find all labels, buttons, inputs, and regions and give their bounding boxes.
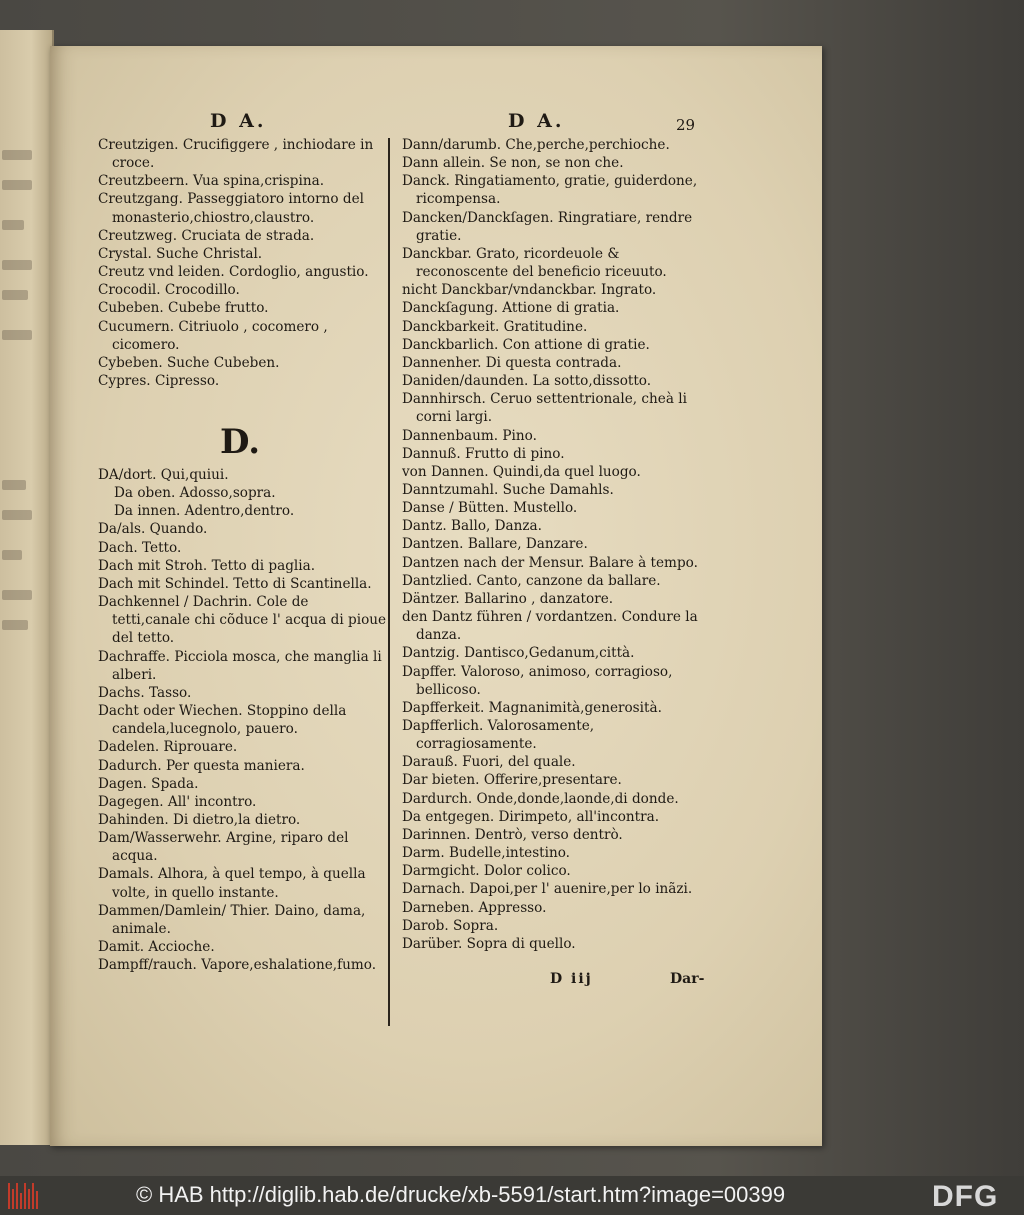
dictionary-entry: Danckbarlich. Con attione di gratie. (402, 336, 650, 353)
dictionary-entry: Darob. Sopra. (402, 917, 499, 934)
dictionary-entry: Cybeben. Suche Cubeben. (98, 354, 280, 371)
dictionary-entry: Dachraffe. Picciola mosca, che manglia li alberi. (98, 648, 382, 683)
right-column (402, 136, 700, 953)
dictionary-entry: Danse / Bütten. Mustello. (402, 500, 578, 517)
dictionary-entry: Dam/Wasserwehr. Argine, riparo del acqua. (98, 830, 349, 865)
dictionary-entry: Darauß. Fuori, del quale. (402, 754, 576, 771)
dictionary-entry: Dachs. Tasso. (98, 684, 192, 701)
dictionary-entry: Dahinden. Di dietro,la dietro. (98, 811, 301, 828)
dictionary-entry: Crystal. Suche Christal. (98, 245, 263, 262)
dictionary-entry: Darinnen. Dentrò, verso dentrò. (402, 826, 623, 843)
dictionary-entry: Dancken/Danckſagen. Ringratiare, rendre gratie. (402, 209, 693, 244)
dictionary-entry: Dantzen. Ballare, Danzare. (402, 536, 588, 553)
dictionary-entry: Dann allein. Se non, se non che. (402, 155, 624, 172)
dictionary-entry: Dampff/rauch. Vapore,eshalatione,fumo. (98, 957, 377, 974)
dictionary-entry: Cucumern. Citriuolo , cocomero , cicomero. (98, 318, 328, 353)
dictionary-entry: Creutzbeern. Vua spina,crispina. (98, 173, 325, 190)
catchword: Dar- (670, 971, 705, 987)
dictionary-entry: Dantzig. Dantisco,Gedanum,città. (402, 645, 635, 662)
dictionary-entry: Creutzweg. Cruciata de strada. (98, 227, 315, 244)
dictionary-entry: Danckbarkeit. Gratitudine. (402, 318, 588, 335)
dictionary-entry: Dach mit Stroh. Tetto di paglia. (98, 557, 316, 574)
dictionary-entry: den Dantz führen / vordantzen. Condure la danza. (402, 609, 698, 644)
dictionary-entry: Dannenbaum. Pino. (402, 427, 537, 444)
dictionary-entry: Dannenher. Di questa contrada. (402, 354, 622, 371)
dictionary-entry: Däntzer. Ballarino , danzatore. (402, 590, 614, 607)
dictionary-entry: Danckbar. Grato, ricordeuole & reconoscente del beneficio riceuuto. (402, 245, 667, 281)
dictionary-entry: DA/dort. Qui,quiui. (98, 467, 229, 483)
running-header-left: D A. (210, 110, 267, 132)
dictionary-entry: Creutzigen. Crucifiggere , inchiodare in croce. (98, 137, 374, 172)
hab-logo-icon (6, 1183, 42, 1209)
dictionary-entry: Cypres. Cipresso. (98, 373, 220, 390)
dictionary-entry: Darnach. Dapoi,per l' auenire,per lo inãzi. (402, 881, 693, 898)
dictionary-entry: Dannhirsch. Ceruo settentrionale, cheà li corni largi. (402, 391, 687, 426)
left-column (98, 136, 390, 390)
dictionary-entry: Danntzumahl. Suche Damahls. (402, 481, 614, 498)
dictionary-entry: Damit. Accioche. (98, 939, 215, 956)
dfg-logo: DFG (932, 1180, 999, 1213)
dictionary-entry: Dachkennel / Dachrin. Cole de tetti,canale chi cõduce l' acqua di pioue del tetto. (98, 594, 387, 647)
dictionary-entry: Dantz. Ballo, Danza. (402, 518, 542, 535)
column-rule (388, 138, 390, 1026)
left-column-d-section (98, 466, 390, 974)
dictionary-entry: Dammen/Damlein/ Thier. Daino, dama, animale. (98, 902, 366, 937)
dictionary-entry: Dann/darumb. Che,perche,perchioche. (402, 137, 670, 153)
dictionary-entry: Dadelen. Riprouare. (98, 739, 238, 756)
dictionary-entry: nicht Danckbar/vndanckbar. Ingrato. (402, 282, 657, 299)
dictionary-entry: Creutzgang. Passeggiatoro intorno del monasterio,chiostro,claustro. (98, 191, 364, 226)
dictionary-entry: Da oben. Adosso,sopra. (114, 485, 276, 502)
copyright-url[interactable]: © HAB http://diglib.hab.de/drucke/xb-5591/start.htm?image=00399 (136, 1182, 786, 1207)
dictionary-entry: Danckſagung. Attione di gratia. (402, 300, 620, 317)
dictionary-entry: Dach. Tetto. (98, 539, 182, 556)
dictionary-entry: Dapffer. Valoroso, animoso, corragioso, bellicoso. (402, 663, 673, 698)
dictionary-entry: Dannuß. Frutto di pino. (402, 445, 565, 462)
dictionary-entry: Darm. Budelle,intestino. (402, 845, 571, 862)
dictionary-entry: Dagegen. All' incontro. (98, 793, 257, 810)
footer-bar (0, 1176, 1024, 1215)
facing-page-edge (0, 30, 54, 1145)
book-page (50, 46, 822, 1146)
dictionary-entry: Danck. Ringatiamento, gratie, guiderdone, ricompensa. (402, 173, 698, 208)
dictionary-entry: Dapfferkeit. Magnanimità,generosità. (402, 699, 662, 716)
dictionary-entry: Damals. Alhora, à quel tempo, à quella volte, in quello instante. (98, 866, 366, 901)
dictionary-entry: Darüber. Sopra di quello. (402, 935, 576, 952)
page-number: 29 (676, 116, 696, 134)
dictionary-entry: Dapfferlich. Valorosamente, corragiosamente. (402, 718, 595, 753)
dictionary-entry: Dardurch. Onde,donde,laonde,di donde. (402, 790, 679, 807)
dictionary-entry: Creutz vnd leiden. Cordoglio, angustio. (98, 264, 369, 281)
dictionary-entry: Dadurch. Per questa maniera. (98, 757, 305, 774)
dictionary-entry: von Dannen. Quindi,da quel luogo. (402, 463, 641, 480)
running-header-right: D A. (508, 110, 565, 132)
dictionary-entry: Da entgegen. Dirimpeto, all'incontra. (402, 808, 660, 825)
dictionary-entry: Darmgicht. Dolor colico. (402, 863, 571, 880)
dictionary-entry: Crocodil. Crocodillo. (98, 282, 240, 299)
section-letter: D. (220, 422, 261, 462)
dictionary-entry: Daniden/daunden. La sotto,dissotto. (402, 373, 652, 390)
dictionary-entry: Dantzlied. Canto, canzone da ballare. (402, 572, 661, 589)
dictionary-entry: Dacht oder Wiechen. Stoppino della candela,lucegnolo, pauero. (98, 703, 347, 738)
dictionary-entry: Dach mit Schindel. Tetto di Scantinella. (98, 575, 372, 592)
signature-mark: D iij (550, 971, 593, 987)
dictionary-entry: Dantzen nach der Mensur. Balare à tempo. (402, 554, 698, 571)
dictionary-entry: Dagen. Spada. (98, 775, 199, 792)
dictionary-entry: Darneben. Appresso. (402, 899, 547, 916)
dictionary-entry: Da/als. Quando. (98, 521, 208, 538)
dictionary-entry: Dar bieten. Offerire,presentare. (402, 772, 622, 789)
dictionary-entry: Cubeben. Cubebe frutto. (98, 300, 269, 317)
dictionary-entry: Da innen. Adentro,dentro. (114, 503, 295, 520)
